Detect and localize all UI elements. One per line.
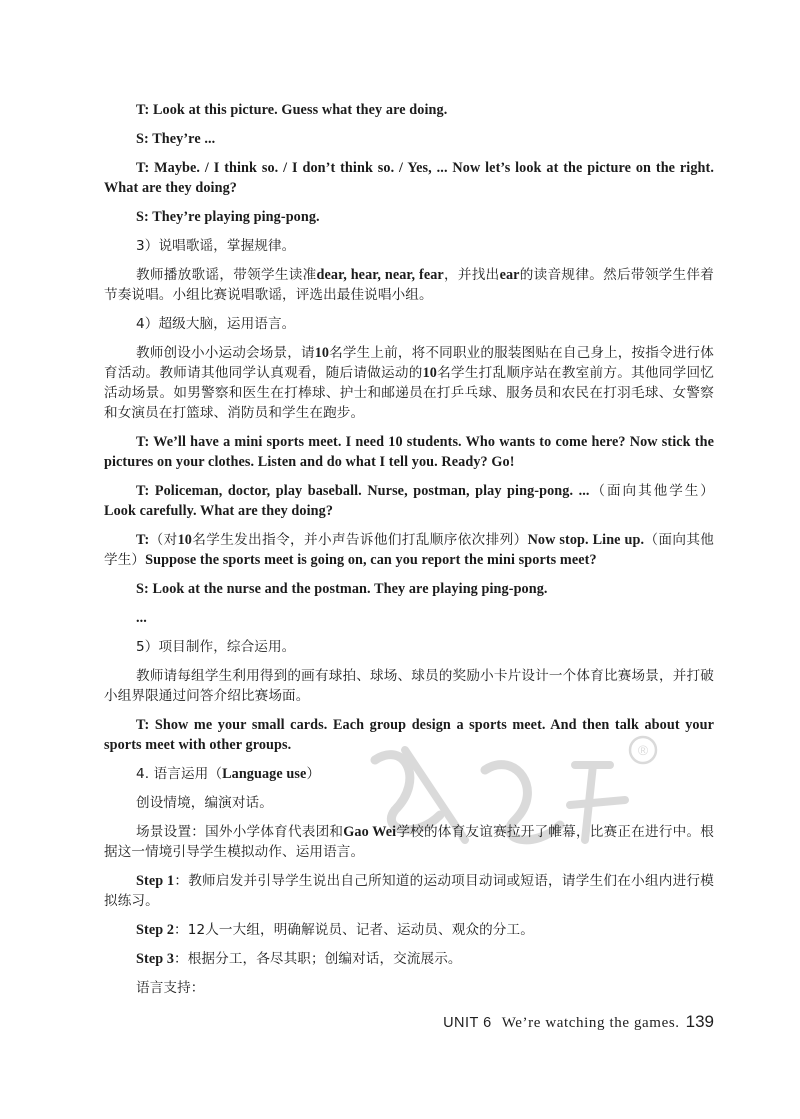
instruction-paragraph: 教师请每组学生利用得到的画有球拍、球场、球员的奖励小卡片设计一个体育比赛场景，并打破小组界限通过问答介绍比赛场面。 xyxy=(104,668,714,704)
step-heading: 3）说唱歌谣，掌握规律。 xyxy=(136,238,296,254)
instruction-line: 创设情境，编演对话。 xyxy=(136,795,273,811)
dialogue-line: T: Policeman, doctor, play baseball. Nurse, postman, play ping-pong. ...（面向其他学生）Look carefully. What are they doing? xyxy=(104,483,714,519)
step-heading: 5）项目制作，综合运用。 xyxy=(136,639,296,655)
instruction-paragraph: 教师播放歌谣，带领学生读准dear, hear, near, fear，并找出ear的读音规律。然后带领学生伴着节奏说唱。小组比赛说唱歌谣，评选出最佳说唱小组。 xyxy=(104,267,714,303)
page-body xyxy=(104,100,714,1007)
dialogue-line: T: Show me your small cards. Each group design a sports meet. And then talk about your sports meet with other groups. xyxy=(104,717,714,753)
step-line: Step 1：教师启发并引导学生说出自己所知道的运动项目动词或短语，请学生们在小组内进行模拟练习。 xyxy=(104,873,714,909)
step-heading: 4）超级大脑，运用语言。 xyxy=(136,316,296,332)
dialogue-line: T: Look at this picture. Guess what they are doing. xyxy=(136,102,448,118)
section-heading: 4. 语言运用（Language use） xyxy=(136,766,321,782)
instruction-paragraph: 教师创设小小运动会场景，请10名学生上前，将不同职业的服装图贴在自己身上，按指令进行体育活动。教师请其他同学认真观看，随后请做运动的10名学生打乱顺序站在教室前方。其他同学回忆活动场景。如男警察和医生在打棒球、护士和邮递员在打乒乓球、服务员和农民在打羽毛球、女警察和女演员在打篮球、消防员和学生在跑步。 xyxy=(104,345,714,421)
unit-title: We’re watching the games. xyxy=(501,1015,680,1031)
step-line: Step 3：根据分工，各尽其职；创编对话，交流展示。 xyxy=(136,951,462,967)
ellipsis-line: ... xyxy=(136,610,147,626)
dialogue-line: T: Maybe. / I think so. / I don’t think so. / Yes, ... Now let’s look at the picture on the right. What are they doing? xyxy=(104,160,714,196)
dialogue-line: T: We’ll have a mini sports meet. I need 10 students. Who wants to come here? Now stick the pictures on your clothes. Listen and do what I tell you. Ready? Go! xyxy=(104,434,714,470)
instruction-paragraph: 场景设置：国外小学体育代表团和Gao Wei学校的体育友谊赛拉开了帷幕，比赛正在进行中。根据这一情境引导学生模拟动作、运用语言。 xyxy=(104,824,714,860)
dialogue-line: S: They’re playing ping-pong. xyxy=(136,209,320,225)
step-line: Step 2：12人一大组，明确解说员、记者、运动员、观众的分工。 xyxy=(136,922,534,938)
page-number: 139 xyxy=(685,1012,714,1031)
registered-mark: ® xyxy=(637,742,649,758)
dialogue-line: T:（对10名学生发出指令，并小声告诉他们打乱顺序依次排列）Now stop. Line up.（面向其他学生）Suppose the sports meet is going on, can you report the mini sports meet? xyxy=(104,532,715,568)
dialogue-line: S: They’re ... xyxy=(136,131,216,147)
unit-label: UNIT 6 xyxy=(443,1015,492,1031)
page-footer xyxy=(443,1012,714,1032)
instruction-line: 语言支持： xyxy=(136,980,205,996)
dialogue-line: S: Look at the nurse and the postman. They are playing ping-pong. xyxy=(136,581,548,597)
